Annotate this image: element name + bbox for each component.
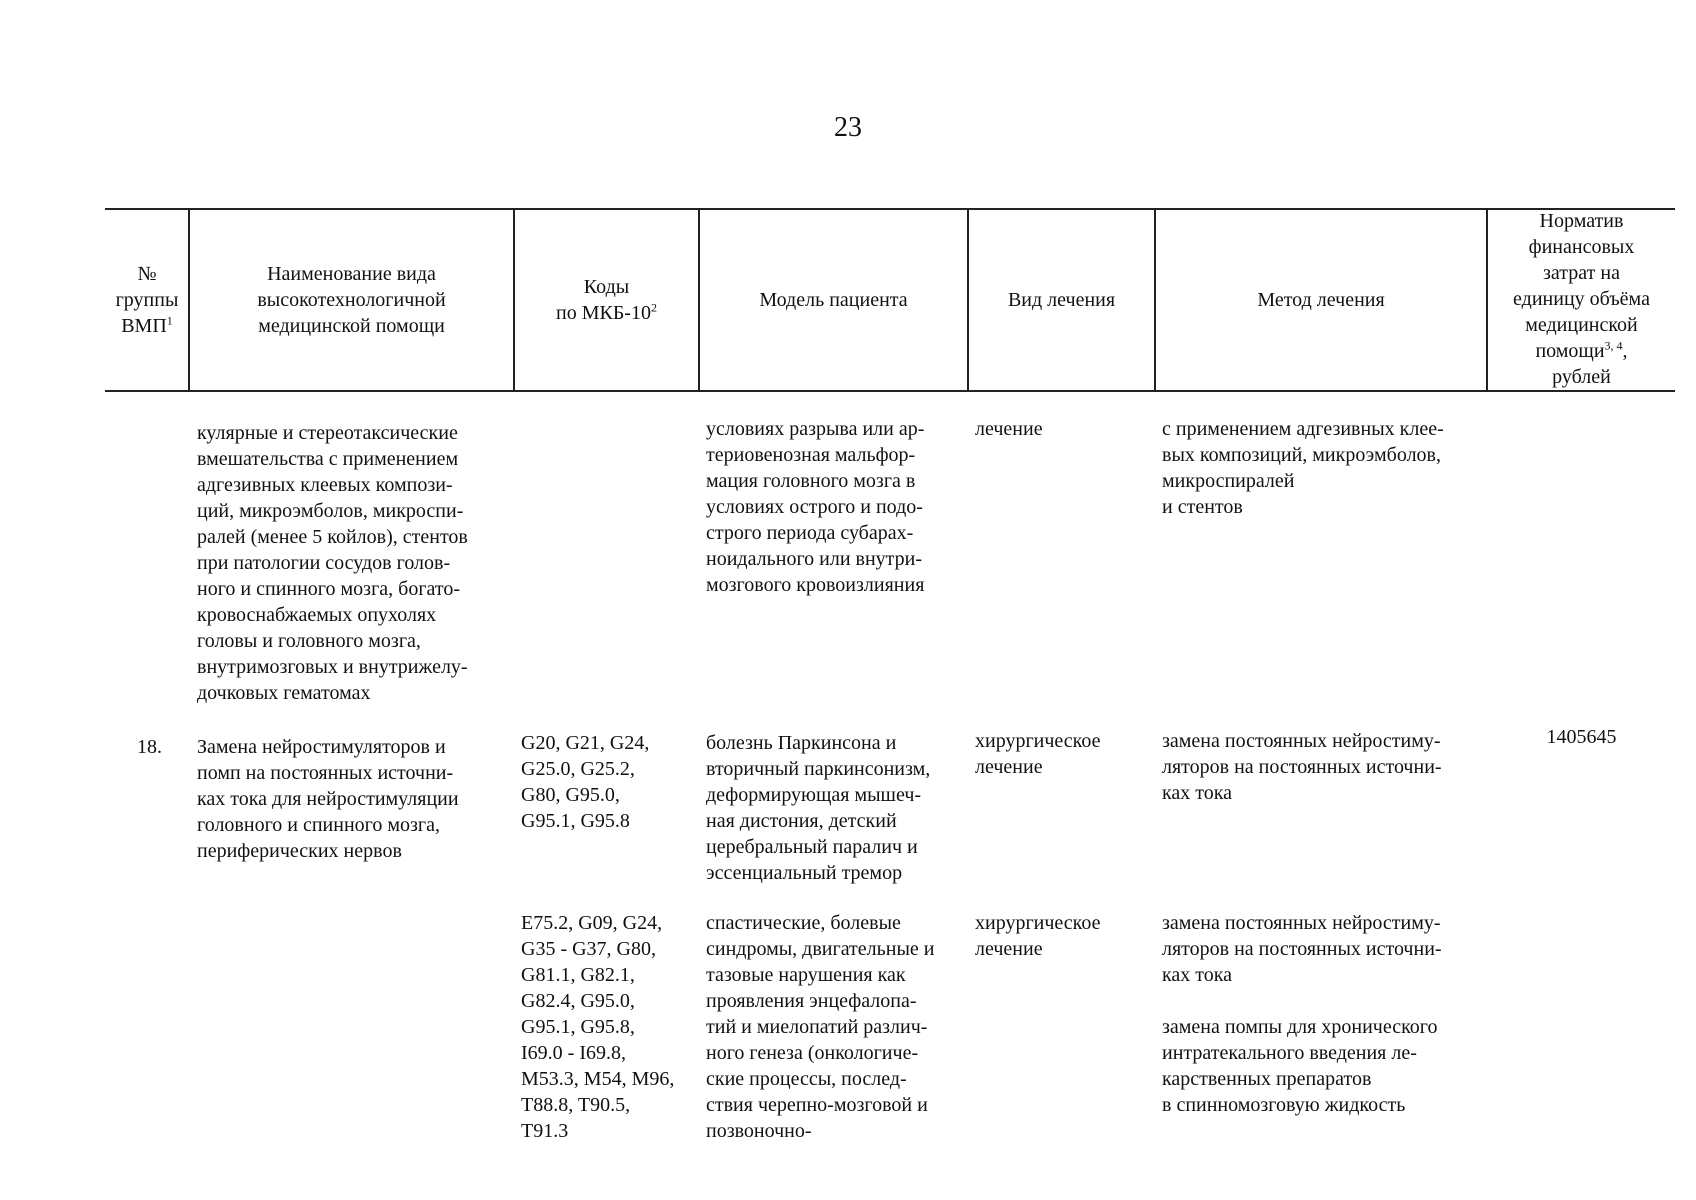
- row-1-group-number: 18.: [137, 736, 162, 758]
- row-1-care-name: Замена нейростимуляторов и помп на постоянных источни- ках тока для нейростимуляции головного и спинного мозга, периферических нервов: [197, 736, 459, 862]
- header-cost-norm: Норматив финансовых затрат на единицу объёма медицинской помощи$^{3, 4}$, рублей: [1513, 210, 1650, 388]
- row-1-icd-codes: G20, G21, G24, G25.0, G25.2, G80, G95.0, G95.1, G95.8: [521, 732, 650, 832]
- row-2-icd-codes: E75.2, G09, G24, G35 - G37, G80, G81.1, G82.1, G82.4, G95.0, G95.1, G95.8, I69.0 - I69.8, M53.3, M54, M96, T88.8, T90.5, T91.3: [521, 912, 675, 1142]
- row-1-treatment-type: хирургическое лечение: [975, 730, 1101, 778]
- row-0-treatment-method: с применением адгезивных клее- вых композиций, микроэмболов, микроспиралей и стентов: [1162, 418, 1444, 518]
- row-1-cost-norm: 1405645: [1546, 726, 1617, 748]
- header-care-name: Наименование вида высокотехнологичной медицинской помощи: [257, 263, 446, 337]
- row-0-patient-model: условиях разрыва или ар- териовенозная мальфор- мация головного мозга в условиях острого и подо- строго периода субарах- ноидального или внутри- мозгового кровоизлияния: [706, 418, 925, 596]
- row-2-patient-model: спастические, болевые синдромы, двигательные и тазовые нарушения как проявления энцефалопа- тий и миелопатий различ- ного генеза (онкологиче- ские процессы, послед- ствия черепно-мозговой и позвоночно-: [706, 912, 935, 1142]
- page-number: 23: [834, 112, 862, 143]
- header-patient-model: Модель пациента: [759, 289, 908, 311]
- header-group-number: № группы ВМП$^1$: [115, 263, 179, 337]
- table-header-bottom-border: [105, 390, 1675, 392]
- header-treatment-type: Вид лечения: [1007, 289, 1116, 311]
- row-0-treatment-type: лечение: [975, 418, 1043, 440]
- header-treatment-method: Метод лечения: [1257, 289, 1385, 311]
- header-icd-codes: Коды по МКБ-$10^2$: [556, 276, 657, 324]
- row-2-treatment-type: хирургическое лечение: [975, 912, 1101, 960]
- row-2-treatment-method: замена постоянных нейростиму- ляторов на постоянных источни- ках тока замена помпы для хронического интратекального введения ле- карственных препаратов в спинномозговую жидкость: [1162, 912, 1442, 1116]
- row-0-care-name: кулярные и стереотаксические вмешательства с применением адгезивных клеевых компози- ций, микроэмболов, микроспи- ралей (менее 5 койлов), стентов при патологии сосудов голов- ного и спинного мозга, богато- кровоснабжаемых опухолях головы и головного мозга, внутримозговых и внутрижелу- дочковых гематомах: [197, 422, 468, 704]
- row-1-patient-model: болезнь Паркинсона и вторичный паркинсонизм, деформирующая мышеч- ная дистония, детский церебральный паралич и эссенциальный тремор: [706, 732, 931, 884]
- row-1-treatment-method: замена постоянных нейростиму- ляторов на постоянных источни- ках тока: [1162, 730, 1442, 804]
